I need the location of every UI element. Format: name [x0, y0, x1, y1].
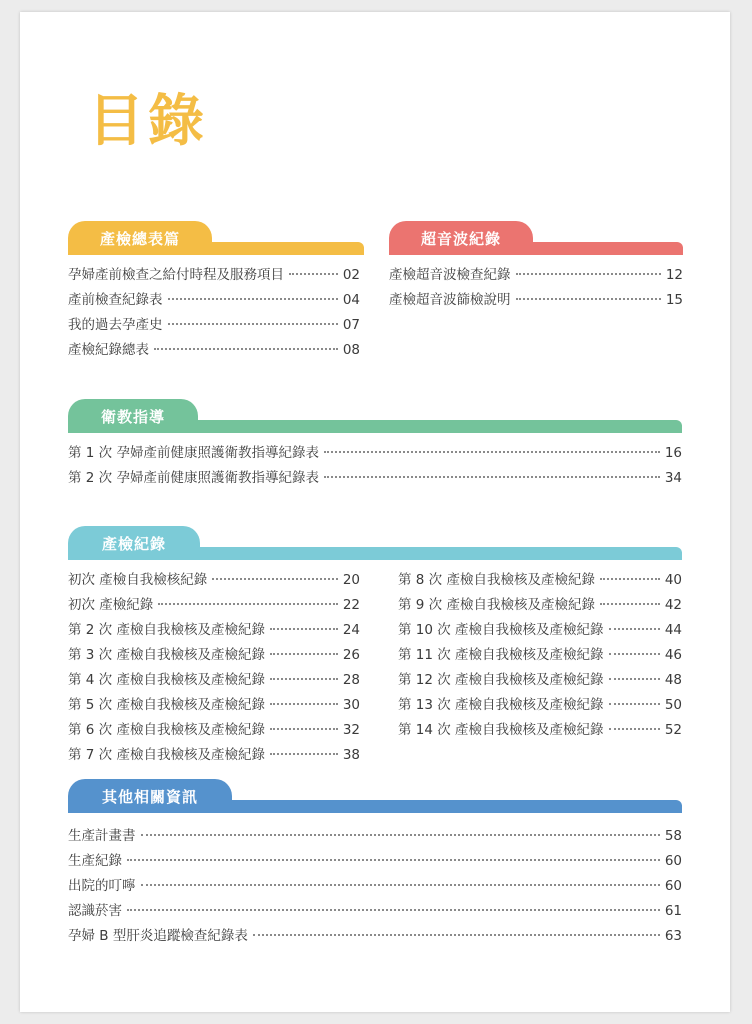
dot-leader — [270, 728, 338, 730]
toc-entry-page: 02 — [342, 267, 360, 283]
toc-entry-page: 04 — [342, 292, 360, 308]
dot-leader — [516, 273, 661, 275]
dot-leader — [270, 653, 338, 655]
toc-entry-page: 60 — [664, 878, 682, 894]
toc-entry[interactable] — [398, 618, 682, 643]
section-header — [68, 399, 682, 433]
dot-leader — [609, 628, 660, 630]
toc-entry-page: 48 — [664, 672, 682, 688]
toc-entry-page: 52 — [664, 722, 682, 738]
toc-list — [68, 824, 682, 949]
toc-entry[interactable] — [68, 338, 360, 363]
section-prenatal-summary — [68, 221, 364, 358]
toc-entry-title: 第 4 次 產檢自我檢核及產檢紀錄 — [68, 672, 265, 688]
section-header-label: 產檢紀錄 — [68, 526, 200, 560]
dot-leader — [516, 298, 661, 300]
dot-leader — [158, 603, 338, 605]
dot-leader — [127, 859, 660, 861]
toc-entry[interactable] — [68, 263, 360, 288]
toc-entry[interactable] — [68, 924, 682, 949]
toc-entry[interactable] — [398, 593, 682, 618]
toc-entry-page: 15 — [665, 292, 683, 308]
toc-entry[interactable] — [68, 568, 360, 593]
dot-leader — [141, 884, 660, 886]
toc-entry-title: 第 10 次 產檢自我檢核及產檢紀錄 — [398, 622, 604, 638]
section-header-label: 產檢總表篇 — [68, 221, 212, 255]
toc-entry[interactable] — [68, 593, 360, 618]
dot-leader — [324, 451, 660, 453]
toc-entry-title: 生產計畫書 — [68, 828, 136, 844]
toc-entry-title: 我的過去孕產史 — [68, 317, 163, 333]
toc-entry[interactable] — [398, 693, 682, 718]
toc-entry[interactable] — [68, 899, 682, 924]
toc-entry[interactable] — [68, 874, 682, 899]
toc-list — [68, 441, 682, 491]
toc-entry[interactable] — [68, 288, 360, 313]
dot-leader — [168, 298, 338, 300]
toc-entry-page: 58 — [664, 828, 682, 844]
section-header — [68, 779, 682, 813]
toc-entry-title: 第 8 次 產檢自我檢核及產檢紀錄 — [398, 572, 595, 588]
toc-entry-page: 34 — [664, 470, 682, 486]
toc-entry-title: 第 11 次 產檢自我檢核及產檢紀錄 — [398, 647, 604, 663]
section-prenatal-records — [68, 526, 682, 763]
toc-list-right — [398, 568, 682, 743]
toc-entry-title: 產前檢查紀錄表 — [68, 292, 163, 308]
toc-entry-title: 產檢超音波篩檢說明 — [389, 292, 511, 308]
toc-entry-page: 22 — [342, 597, 360, 613]
section-ultrasound — [389, 221, 683, 308]
section-health-education — [68, 399, 682, 486]
toc-entry[interactable] — [389, 263, 683, 288]
dot-leader — [324, 476, 660, 478]
toc-entry-title: 產檢紀錄總表 — [68, 342, 149, 358]
toc-entry-page: 12 — [665, 267, 683, 283]
toc-entry[interactable] — [398, 643, 682, 668]
toc-entry-page: 20 — [342, 572, 360, 588]
toc-entry-page: 42 — [664, 597, 682, 613]
page-title: 目錄 — [88, 89, 208, 154]
toc-entry-page: 26 — [342, 647, 360, 663]
toc-entry[interactable] — [68, 668, 360, 693]
toc-entry-title: 第 9 次 產檢自我檢核及產檢紀錄 — [398, 597, 595, 613]
toc-entry[interactable] — [68, 693, 360, 718]
toc-entry-title: 孕婦產前檢查之給付時程及服務項目 — [68, 267, 284, 283]
toc-entry[interactable] — [68, 643, 360, 668]
toc-entry[interactable] — [398, 718, 682, 743]
toc-entry[interactable] — [68, 466, 682, 491]
toc-list — [389, 263, 683, 313]
toc-entry-title: 第 3 次 產檢自我檢核及產檢紀錄 — [68, 647, 265, 663]
section-header — [68, 221, 364, 255]
dot-leader — [600, 603, 660, 605]
toc-entry-page: 61 — [664, 903, 682, 919]
section-header — [68, 526, 682, 560]
toc-entry-title: 出院的叮嚀 — [68, 878, 136, 894]
section-header-label: 衛教指導 — [68, 399, 198, 433]
toc-entry-title: 第 14 次 產檢自我檢核及產檢紀錄 — [398, 722, 604, 738]
toc-list-left — [68, 568, 360, 768]
section-header-label: 超音波紀錄 — [389, 221, 533, 255]
toc-entry[interactable] — [398, 668, 682, 693]
dot-leader — [289, 273, 338, 275]
toc-entry-page: 46 — [664, 647, 682, 663]
toc-entry-page: 32 — [342, 722, 360, 738]
toc-entry-title: 第 1 次 孕婦產前健康照護衛教指導紀錄表 — [68, 445, 319, 461]
toc-entry-title: 第 12 次 產檢自我檢核及產檢紀錄 — [398, 672, 604, 688]
dot-leader — [127, 909, 660, 911]
toc-entry-title: 第 5 次 產檢自我檢核及產檢紀錄 — [68, 697, 265, 713]
toc-entry-title: 認識菸害 — [68, 903, 122, 919]
dot-leader — [609, 728, 660, 730]
section-header — [389, 221, 683, 255]
toc-entry-page: 40 — [664, 572, 682, 588]
toc-entry-title: 初次 產檢自我檢核紀錄 — [68, 572, 208, 588]
section-header-label: 其他相關資訊 — [68, 779, 232, 813]
toc-entry-page: 60 — [664, 853, 682, 869]
toc-entry-title: 第 7 次 產檢自我檢核及產檢紀錄 — [68, 747, 265, 763]
toc-entry-page: 44 — [664, 622, 682, 638]
toc-entry-title: 第 2 次 孕婦產前健康照護衛教指導紀錄表 — [68, 470, 319, 486]
toc-entry-page: 28 — [342, 672, 360, 688]
toc-entry[interactable] — [68, 441, 682, 466]
toc-entry[interactable] — [398, 568, 682, 593]
dot-leader — [168, 323, 338, 325]
dot-leader — [609, 678, 660, 680]
toc-entry-page: 63 — [664, 928, 682, 944]
dot-leader — [270, 753, 338, 755]
toc-entry-page: 38 — [342, 747, 360, 763]
dot-leader — [609, 703, 660, 705]
dot-leader — [212, 578, 338, 580]
dot-leader — [253, 934, 660, 936]
toc-entry-title: 生產紀錄 — [68, 853, 122, 869]
dot-leader — [270, 628, 338, 630]
dot-leader — [609, 653, 660, 655]
toc-entry-page: 07 — [342, 317, 360, 333]
toc-entry-title: 初次 產檢紀錄 — [68, 597, 154, 613]
toc-entry-title: 第 2 次 產檢自我檢核及產檢紀錄 — [68, 622, 265, 638]
toc-list — [68, 263, 360, 363]
toc-entry[interactable] — [389, 288, 683, 313]
dot-leader — [141, 834, 660, 836]
toc-entry-title: 產檢超音波檢查紀錄 — [389, 267, 511, 283]
dot-leader — [270, 703, 338, 705]
section-other-info — [68, 779, 682, 944]
toc-entry-page: 08 — [342, 342, 360, 358]
toc-entry[interactable] — [68, 618, 360, 643]
toc-entry-title: 孕婦 B 型肝炎追蹤檢查紀錄表 — [68, 928, 248, 944]
toc-entry[interactable] — [68, 313, 360, 338]
toc-entry-page: 24 — [342, 622, 360, 638]
dot-leader — [154, 348, 338, 350]
toc-entry-title: 第 13 次 產檢自我檢核及產檢紀錄 — [398, 697, 604, 713]
toc-entry[interactable] — [68, 824, 682, 849]
dot-leader — [600, 578, 660, 580]
dot-leader — [270, 678, 338, 680]
toc-entry-page: 50 — [664, 697, 682, 713]
toc-entry[interactable] — [68, 849, 682, 874]
toc-entry[interactable] — [68, 743, 360, 768]
toc-entry-page: 16 — [664, 445, 682, 461]
toc-entry[interactable] — [68, 718, 360, 743]
toc-entry-title: 第 6 次 產檢自我檢核及產檢紀錄 — [68, 722, 265, 738]
toc-entry-page: 30 — [342, 697, 360, 713]
